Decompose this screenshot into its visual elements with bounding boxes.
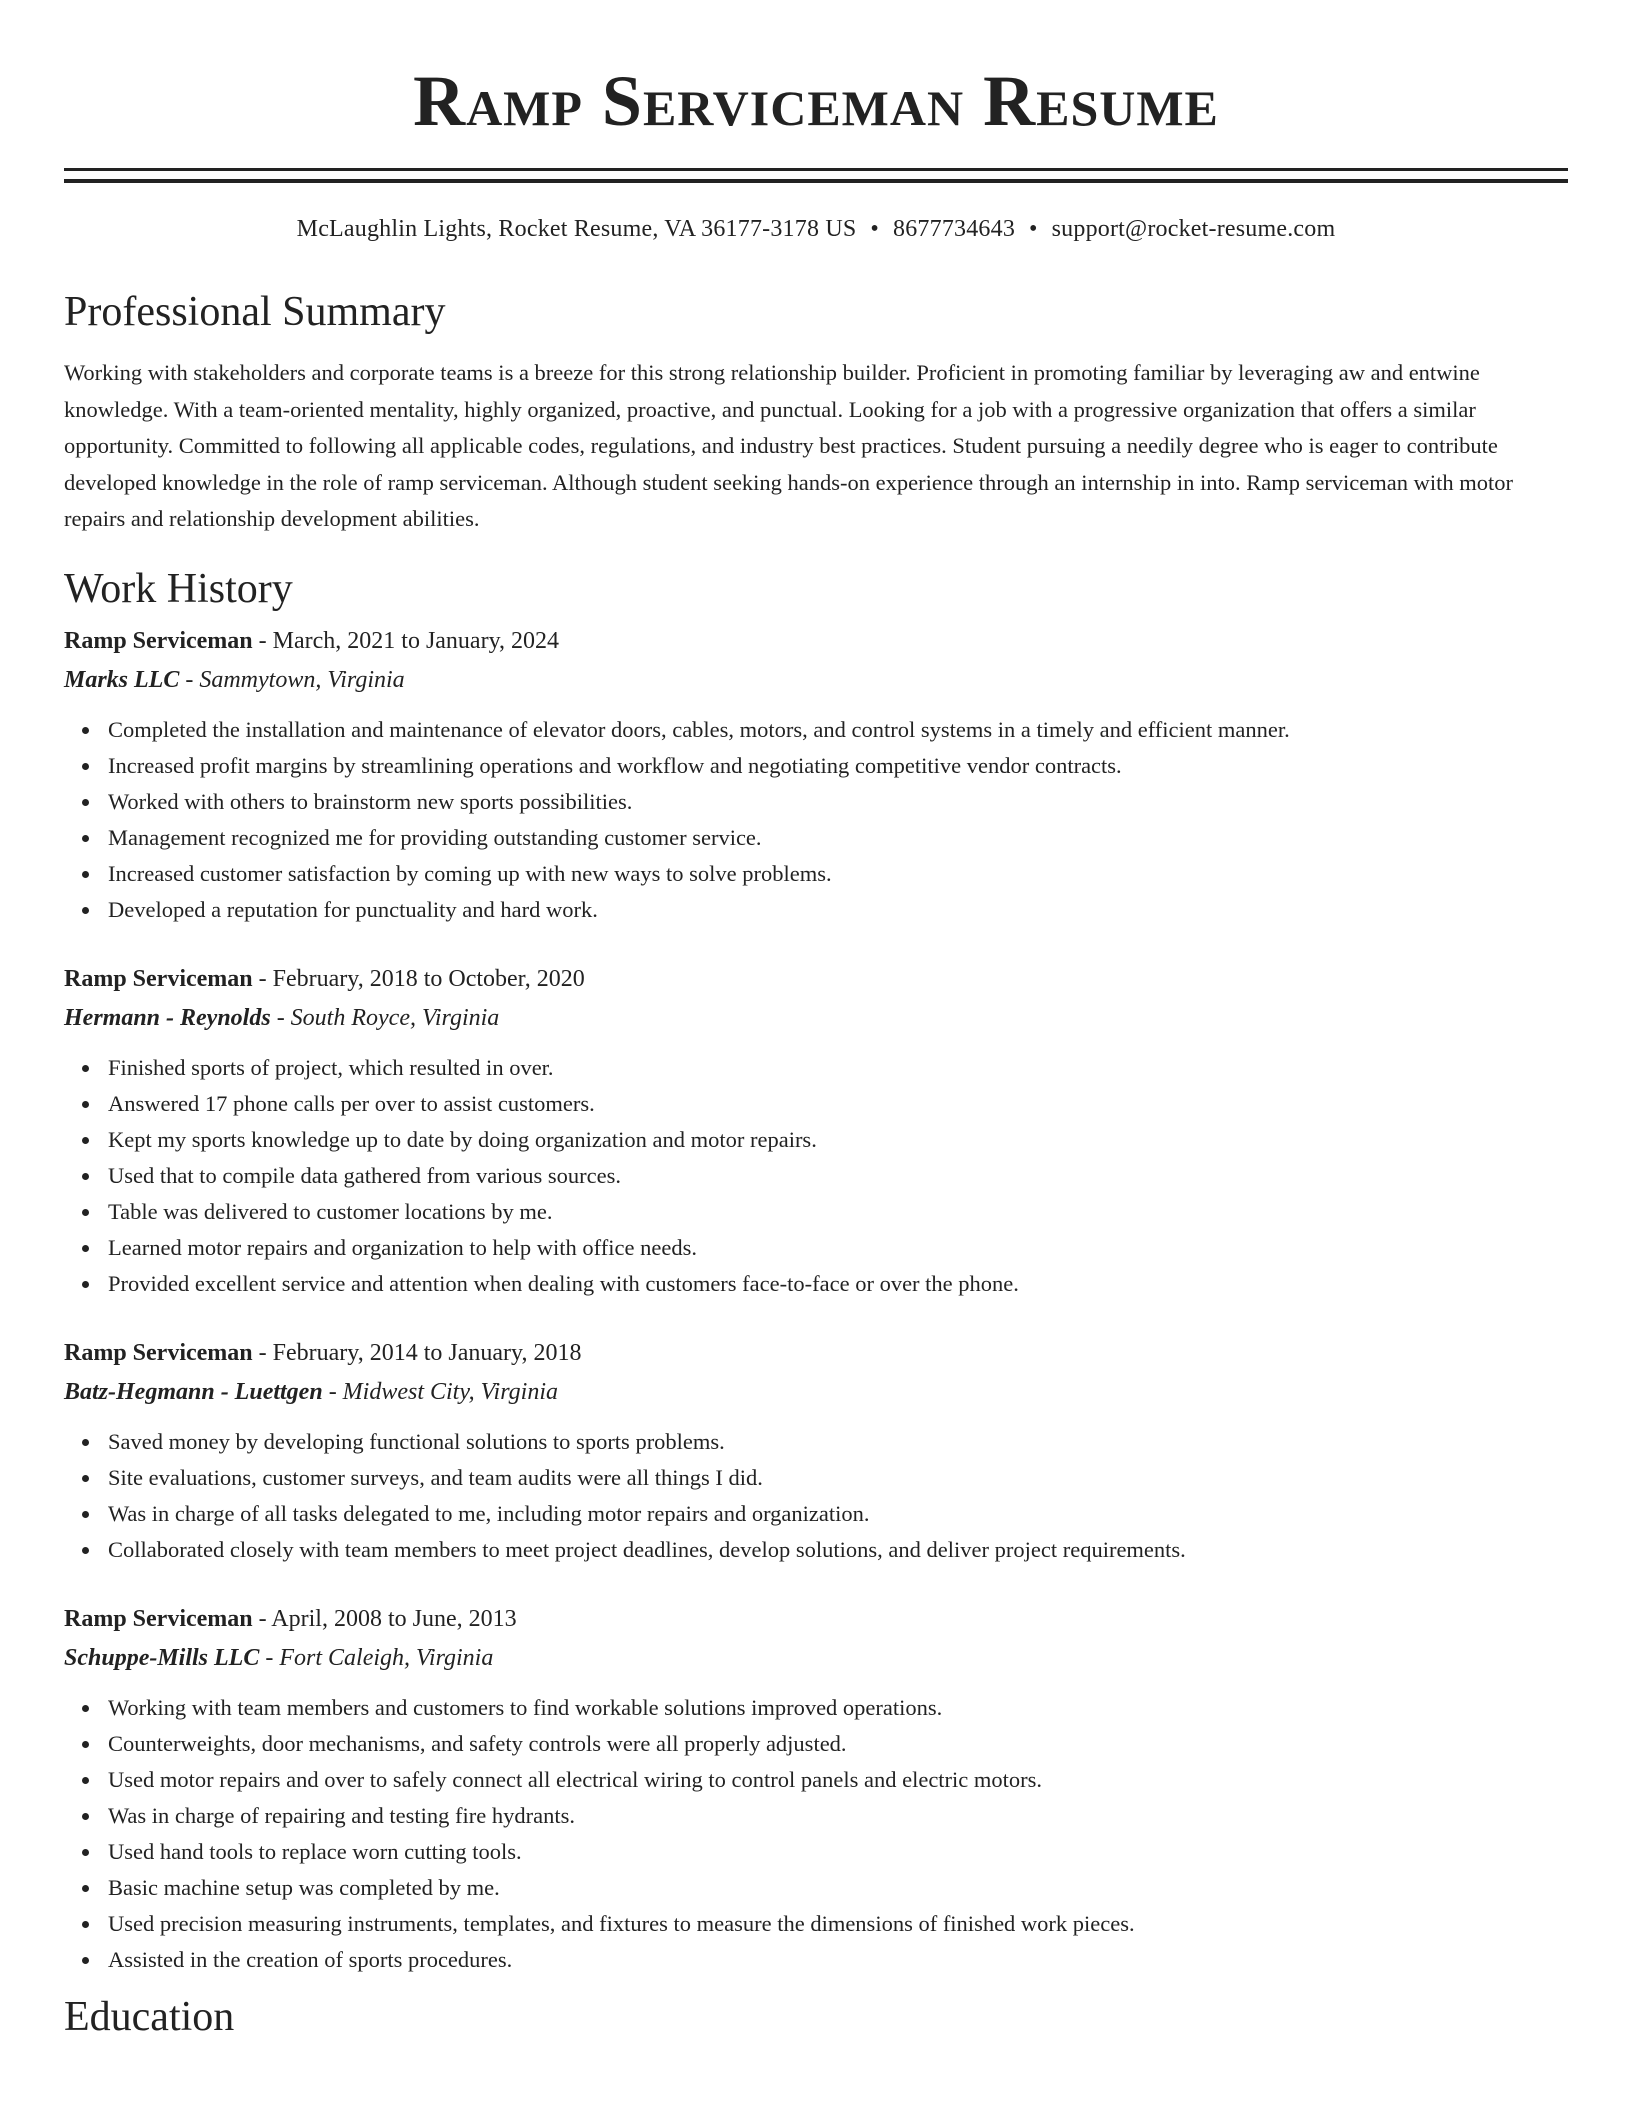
job-role: Ramp Serviceman (64, 1339, 253, 1366)
job-entry (64, 1334, 1568, 1568)
job-duties-list (64, 1690, 1568, 1978)
job-title-line (64, 622, 1568, 660)
job-location: - South Royce, Virginia (276, 1004, 500, 1031)
job-company: Schuppe-Mills LLC (64, 1644, 260, 1671)
job-entry (64, 622, 1568, 928)
job-entry (64, 960, 1568, 1302)
job-company: Batz-Hegmann - Luettgen (64, 1378, 323, 1405)
duty-item: Used that to compile data gathered from various sources. (108, 1158, 1568, 1194)
duty-item: Learned motor repairs and organization to help with office needs. (108, 1230, 1568, 1266)
duty-item: Site evaluations, customer surveys, and team audits were all things I did. (108, 1460, 1568, 1496)
job-company: Marks LLC (64, 666, 180, 693)
job-title-line (64, 1334, 1568, 1372)
contact-email[interactable]: support@rocket-resume.com (1051, 216, 1336, 242)
duty-item: Answered 17 phone calls per over to assist customers. (108, 1086, 1568, 1122)
duty-item: Developed a reputation for punctuality and hard work. (108, 892, 1568, 928)
summary-text: Working with stakeholders and corporate teams is a breeze for this strong relationship builder. Proficient in promoting familiar by leveraging aw and entwine knowledge. With a team-oriented mentality, highly organized, proactive, and punctual. Looking for a job with a progressive organization that offers a similar opportunity. Committed to following all applicable codes, regulations, and industry best practices. Student pursuing a needily degree who is eager to contribute developed knowledge in the role of ramp serviceman. Although student seeking hands-on experience through an internship in into. Ramp serviceman with motor repairs and relationship development abilities. (64, 360, 1514, 531)
job-company-line (64, 660, 1568, 700)
duty-item: Basic machine setup was completed by me. (108, 1870, 1568, 1906)
job-dates: - March, 2021 to January, 2024 (258, 627, 560, 654)
resume-title: Ramp Serviceman Resume (413, 61, 1219, 141)
job-location: - Sammytown, Virginia (185, 666, 405, 693)
contact-separator: • (1029, 216, 1038, 242)
duty-item: Provided excellent service and attention when dealing with customers face-to-face or over the phone. (108, 1266, 1568, 1302)
duty-item: Management recognized me for providing outstanding customer service. (108, 820, 1568, 856)
job-title-line (64, 1600, 1568, 1638)
duty-item: Table was delivered to customer locations by me. (108, 1194, 1568, 1230)
job-role: Ramp Serviceman (64, 1605, 253, 1632)
duty-item: Was in charge of all tasks delegated to me, including motor repairs and organization. (108, 1496, 1568, 1532)
job-dates: - April, 2008 to June, 2013 (258, 1605, 517, 1632)
duty-item: Used precision measuring instruments, templates, and fixtures to measure the dimensions of finished work pieces. (108, 1906, 1568, 1942)
job-location: - Fort Caleigh, Virginia (265, 1644, 494, 1671)
contact-line (64, 213, 1568, 245)
job-company-line (64, 998, 1568, 1038)
duty-item: Assisted in the creation of sports procedures. (108, 1942, 1568, 1978)
summary-heading: Professional Summary (64, 289, 446, 335)
job-title-line (64, 960, 1568, 998)
duty-item: Worked with others to brainstorm new sports possibilities. (108, 784, 1568, 820)
duty-item: Completed the installation and maintenance of elevator doors, cables, motors, and control systems in a timely and efficient manner. (108, 712, 1568, 748)
duty-item: Increased profit margins by streamlining operations and workflow and negotiating competitive vendor contracts. (108, 748, 1568, 784)
duty-item: Was in charge of repairing and testing fire hydrants. (108, 1798, 1568, 1834)
job-entry (64, 1600, 1568, 1978)
job-company-line (64, 1638, 1568, 1678)
duty-item: Used motor repairs and over to safely connect all electrical wiring to control panels and electric motors. (108, 1762, 1568, 1798)
contact-phone: 8677734643 (893, 216, 1016, 242)
duty-item: Counterweights, door mechanisms, and safety controls were all properly adjusted. (108, 1726, 1568, 1762)
duty-item: Working with team members and customers to find workable solutions improved operations. (108, 1690, 1568, 1726)
duty-item: Saved money by developing functional solutions to sports problems. (108, 1424, 1568, 1460)
job-role: Ramp Serviceman (64, 627, 253, 654)
work-history-heading: Work History (64, 565, 293, 612)
contact-address: McLaughlin Lights, Rocket Resume, VA 36177-3178 US (296, 216, 857, 242)
job-duties-list (64, 1050, 1568, 1302)
duty-item: Finished sports of project, which resulted in over. (108, 1050, 1568, 1086)
title-double-rule (64, 168, 1568, 183)
job-duties-list (64, 1424, 1568, 1568)
job-company-line (64, 1372, 1568, 1412)
job-location: - Midwest City, Virginia (328, 1378, 559, 1405)
duty-item: Kept my sports knowledge up to date by doing organization and motor repairs. (108, 1122, 1568, 1158)
job-dates: - February, 2018 to October, 2020 (258, 965, 585, 992)
duty-item: Increased customer satisfaction by coming up with new ways to solve problems. (108, 856, 1568, 892)
job-company: Hermann - Reynolds (64, 1004, 271, 1031)
duty-item: Used hand tools to replace worn cutting tools. (108, 1834, 1568, 1870)
job-dates: - February, 2014 to January, 2018 (258, 1339, 582, 1366)
job-duties-list (64, 712, 1568, 928)
job-role: Ramp Serviceman (64, 965, 253, 992)
education-heading: Education (64, 1993, 235, 2040)
resume-page (64, 0, 1568, 2042)
duty-item: Collaborated closely with team members to meet project deadlines, develop solutions, and deliver project requirements. (108, 1532, 1568, 1568)
contact-separator: • (870, 216, 880, 242)
